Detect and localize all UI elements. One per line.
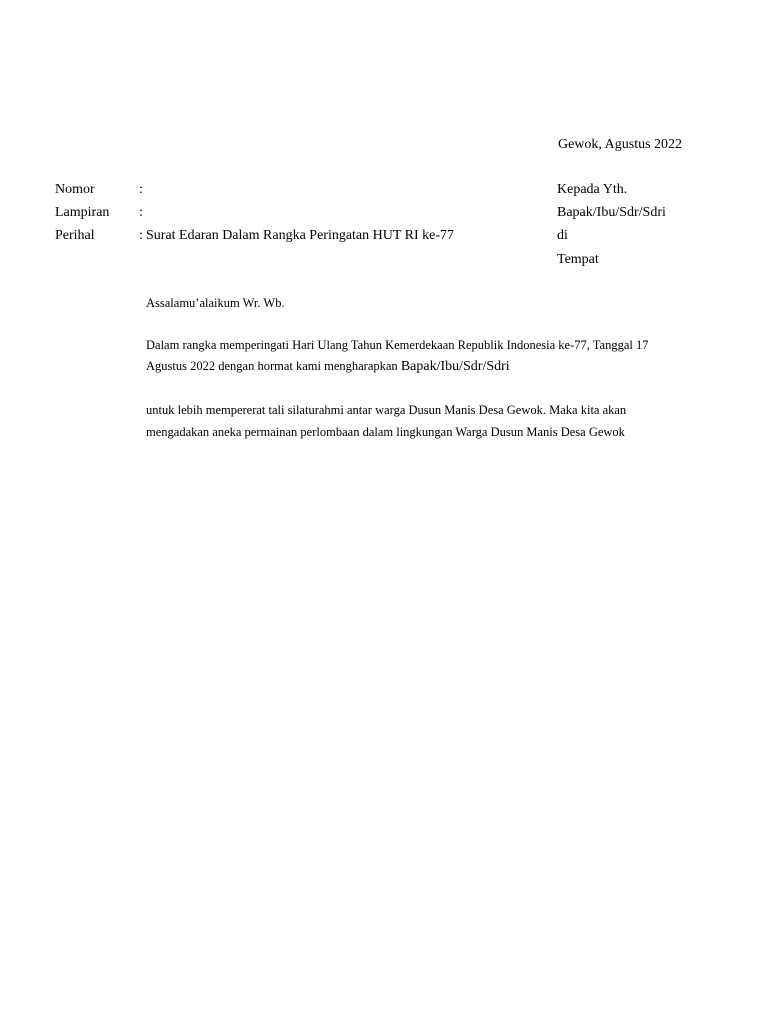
recipient-line-2: Bapak/Ibu/Sdr/Sdri [557, 205, 666, 220]
meta-colon-nomor: : [139, 182, 143, 197]
paragraph2-line1: untuk lebih mempererat tali silaturahmi antar warga Dusun Manis Desa Gewok. Maka kita akan [146, 403, 627, 417]
recipient-line-1: Kepada Yth. [557, 182, 628, 197]
paragraph2-line2: mengadakan aneka permainan perlombaan dalam lingkungan Warga Dusun Manis Desa Gewok [146, 425, 625, 439]
place-date: Gewok, Agustus 2022 [558, 137, 683, 152]
paragraph1-line1: Dalam rangka memperingati Hari Ulang Tahun Kemerdekaan Republik Indonesia ke-77, Tanggal 17 [146, 338, 649, 352]
paragraph1-line2-end: Bapak/Ibu/Sdr/Sdri [400, 359, 510, 374]
meta-value-perihal: Surat Edaran Dalam Rangka Peringatan HUT RI ke-77 [146, 228, 455, 243]
greeting: Assalamu’alaikum Wr. Wb. [146, 296, 285, 310]
paragraph1-line2 [146, 359, 510, 375]
meta-colon-perihal: : [139, 228, 143, 243]
meta-label-nomor: Nomor [55, 182, 95, 197]
meta-colon-lampiran: : [139, 205, 143, 220]
recipient-line-4: Tempat [557, 252, 599, 267]
recipient-line-3: di [557, 228, 568, 243]
paragraph1-line2-start: Agustus 2022 dengan hormat kami mengharapkan [146, 359, 401, 373]
meta-label-perihal: Perihal [55, 228, 95, 243]
meta-label-lampiran: Lampiran [55, 205, 110, 220]
